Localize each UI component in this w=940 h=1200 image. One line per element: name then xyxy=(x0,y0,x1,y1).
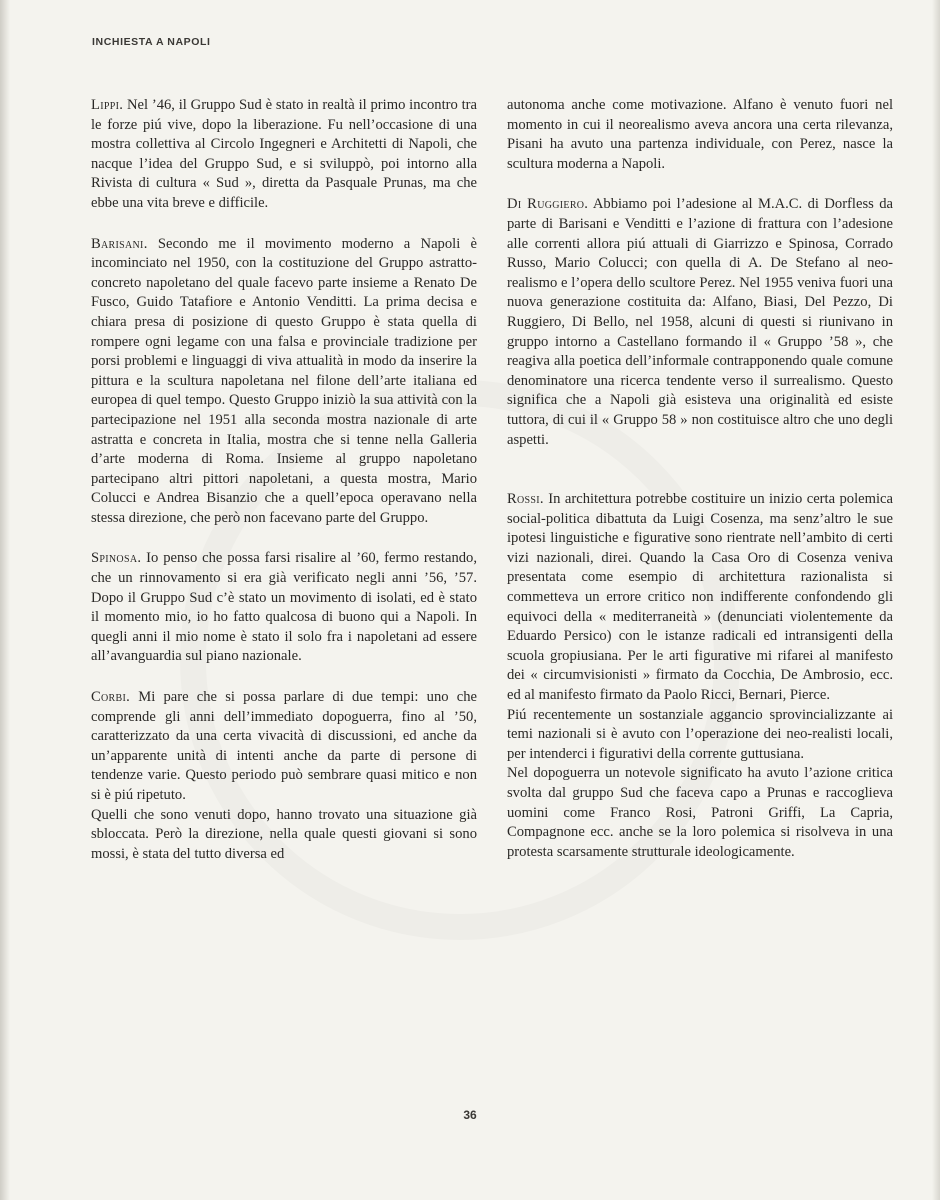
paragraph-corbi-end xyxy=(507,96,893,174)
paragraph-text: Io penso che possa farsi risalire al ’60, fermo restando, che un rinnovamento si era già verificato negli anni ’56, ’57. Dopo il Gruppo Sud c’è stato un movimento di isolati, ed è stato il momento mio, io ho fatto qualcosa di buono qui a Napoli. In quegli anni il mio nome è stato il solo fra i napoletani ad essere all’avanguardia sul piano nazionale. xyxy=(91,550,477,665)
speaker-name: Lippi. xyxy=(91,97,124,113)
paragraph-spinosa xyxy=(91,549,477,667)
page-edge-shadow-right xyxy=(932,0,940,1200)
paragraph-rossi xyxy=(507,490,893,706)
speaker-name: Spinosa. xyxy=(91,550,142,567)
speaker-name: Di Ruggiero. xyxy=(507,196,589,213)
running-head: INCHIESTA A NAPOLI xyxy=(92,36,211,48)
paragraph-text: In architettura potrebbe costituire un inizio certa polemica social-politica dibattuta da Luigi Cosenza, ma senz’altro le sue ipotesi linguistiche e figurative sono rientrate nell’ambito di certi vizi nazionali, direi. Quando la Casa Oro di Cosenza veniva presentata come esempio di architettura razionalista si commetteva un errore critico non indifferente confondendo gli equivoci della « mediterraneità » (denunciati violentemente da Eduardo Persico) con le istanze radicali ed intransigenti della scuola gropiusiana. Per le arti figurative mi rifarei al manifesto dei « circumvisionisti » firmato da Cocchia, De Ambrosio, ecc. ed al manifesto firmato da Paolo Ricci, Bernari, Pierce. xyxy=(507,491,893,704)
paragraph-text: Nel dopoguerra un notevole significato ha avuto l’azione critica svolta dal gruppo Sud che faceva capo a Prunas e raccoglieva uomini come Franco Rosi, Patroni Griffi, La Capria, Compagnone ecc. anche se la loro polemica si risolveva in una protesta scarsamente strutturale ideologicamente. xyxy=(507,765,893,860)
paragraph-barisani xyxy=(91,235,477,529)
page-number: 36 xyxy=(463,1108,477,1122)
paragraph-text: Mi pare che si possa parlare di due tempi: uno che comprende gli anni dell’immediato dopoguerra, fino al ’50, caratterizzato da una certa vivacità di discussioni, ed anche da un’apparente unità di intenti anche da parte di persone di tendenze varie. Questo periodo può sembrare quasi mitico e non si è piú ripetuto. xyxy=(91,689,477,803)
speaker-name: Rossi. xyxy=(507,491,544,508)
paragraph-di-ruggiero xyxy=(507,195,893,450)
paragraph-text: Secondo me il movimento moderno a Napoli è incominciato nel 1950, con la costituzione del Gruppo astratto-concreto napoletano del quale facevo parte insieme a Renato De Fusco, Guido Tatafiore e Antonio Venditti. La prima decisa e chiara presa di posizione di questo Gruppo è stata quella di rompere ogni legame con una falsa e provinciale tradizione per porsi problemi e linguaggi di viva attualità in modo da inserire la pittura e la scultura napoletana nel filone dell’arte italiana ed europea di quel tempo. Questo Gruppo iniziò la sua attività con la partecipazione nel 1951 alla seconda mostra nazionale di arte astratta e concreta in Italia, mostra che si tenne nella Galleria d’arte moderna di Roma. Insieme al gruppo napoletano partecipano altri pittori napoletani, a questa mostra, Mario Colucci e Andrea Bisanzio che a quell’epoca operavano nella stessa direzione, che però non facevano parte del Gruppo. xyxy=(91,235,477,526)
right-column xyxy=(507,96,893,862)
paragraph-rossi-final xyxy=(507,764,893,862)
paragraph-corbi-continued xyxy=(91,806,477,865)
paragraph-rossi-continued xyxy=(507,706,893,765)
paragraph-text: Quelli che sono venuti dopo, hanno trovato una situazione già sbloccata. Però la direzione, nella quale questi giovani si sono mossi, è stata del tutto diversa ed xyxy=(91,806,477,862)
paragraph-text: autonoma anche come motivazione. Alfano è venuto fuori nel momento in cui il neorealismo aveva ancora una certa rilevanza, Pisani ha avuto una partenza individuale, con Perez, nasce la scultura moderna a Napoli. xyxy=(507,97,893,172)
paragraph-text: Nel ’46, il Gruppo Sud è stato in realtà il primo incontro tra le forze piú vive, dopo la liberazione. Fu nell’occasione di una mostra collettiva al Circolo Ingegneri e Architetti di Napoli, che nacque l’idea del Gruppo Sud, e si sviluppò, poi intorno alla Rivista di cultura « Sud », diretta da Pasquale Prunas, ma che ebbe una vita breve e difficile. xyxy=(91,97,477,211)
speaker-name: Corbi. xyxy=(91,689,131,706)
paragraph-text: Abbiamo poi l’adesione al M.A.C. di Dorfless da parte di Barisani e Venditti e l’azione di frattura con l’adesione alle correnti allora piú attuali di Giarrizzo e Spinosa, Corrado Russo, Mario Colucci; con quella di A. De Stefano al neo-realismo e l’opera dello scultore Perez. Nel 1955 veniva fuori una nuova generazione costituita da: Alfano, Biasi, Del Pezzo, Di Ruggiero, Di Bello, nel 1958, alcuni di questi si riunivano in gruppo intorno a Castellano formando il « Gruppo ’58 », che reagiva alla poetica dell’informale contrapponendo quale comune denominatore una ricerca tendente verso il surrealismo. Questo significa che a Napoli già esisteva una originalità ed esiste tuttora, di cui il « Gruppo 58 » non costituisce altro che uno degli aspetti. xyxy=(507,196,893,448)
paragraph-text: Piú recentemente un sostanziale aggancio sprovincializzante ai temi nazionali si è avuto con l’operazione dei neo-realisti locali, per intenderci i figurativi della corrente guttusiana. xyxy=(507,706,893,762)
page-edge-shadow-left xyxy=(0,0,10,1200)
paragraph-lippi xyxy=(91,96,477,214)
paragraph-corbi xyxy=(91,688,477,806)
left-column xyxy=(91,96,477,864)
speaker-name: Barisani. xyxy=(91,235,148,252)
